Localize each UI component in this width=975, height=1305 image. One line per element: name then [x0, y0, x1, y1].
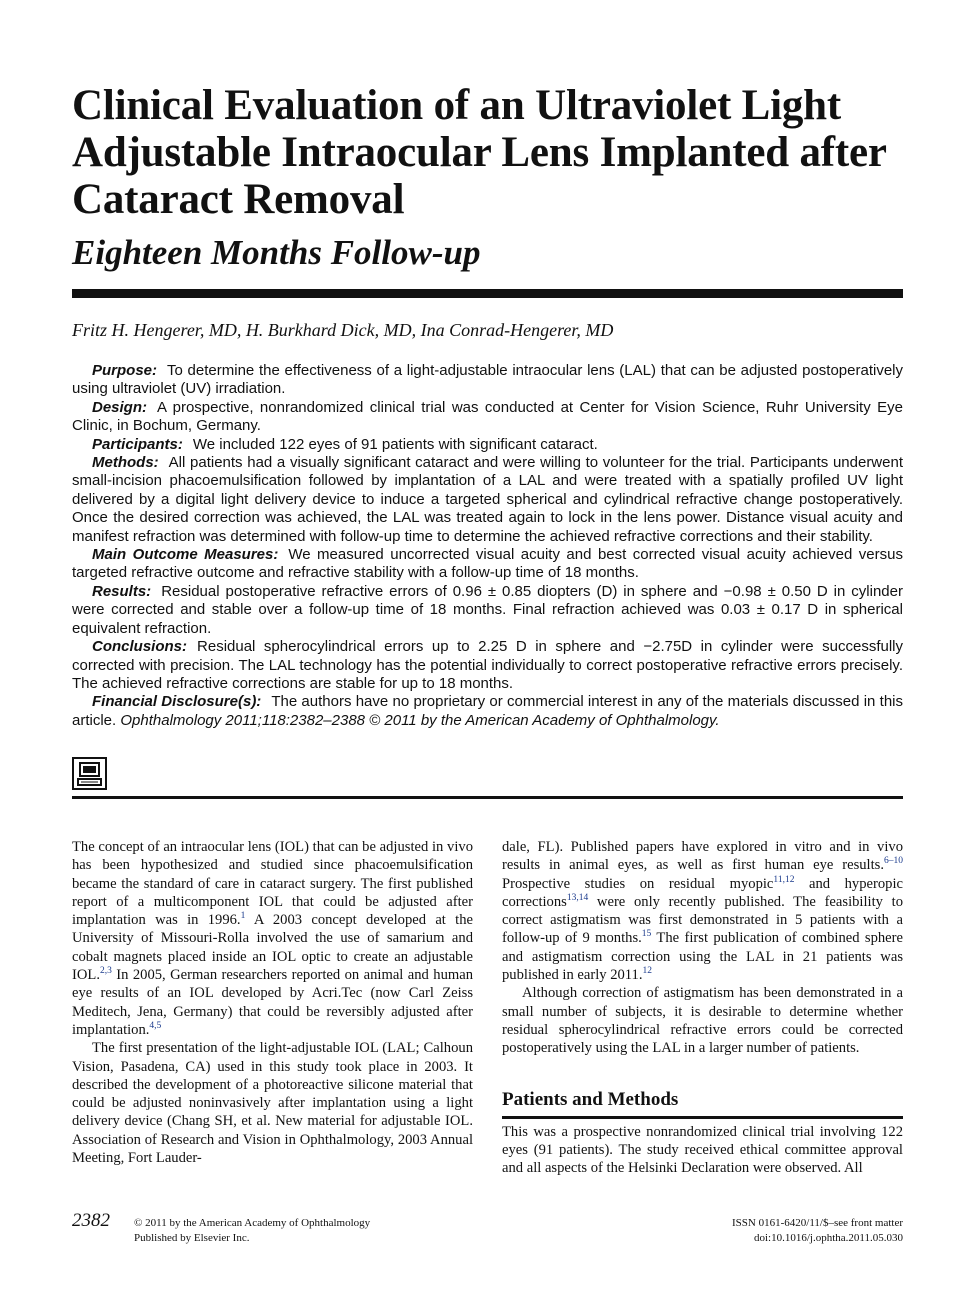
participants-label: Participants: — [92, 435, 183, 453]
methods-label: Methods: — [92, 454, 159, 472]
conclusions-text: Residual spherocylindrical errors up to 2.25 D in sphere and −2.75D in cylinder were successfully corrected with precision. The LAL technology has the potential individually to correct postoperative refractive errors precisely. The achieved refractive corrections are stable for up to 18 months. — [72, 638, 903, 692]
abstract-conclusions — [72, 638, 903, 693]
conclusions-label: Conclusions: — [92, 638, 188, 656]
article-subtitle: Eighteen Months Follow-up — [72, 233, 481, 272]
purpose-label: Purpose: — [92, 362, 158, 379]
abstract-participants — [72, 436, 903, 454]
abstract-results — [72, 583, 903, 638]
reference-link[interactable]: 6–10 — [884, 856, 903, 867]
reference-link[interactable]: 1 — [240, 911, 246, 922]
participants-text: We included 122 eyes of 91 patients with significant cataract. — [192, 435, 598, 453]
body-paragraph: dale, FL). Published papers have explored in vitro and in vivo results in animal eyes, as well as first human eye results.$^{6-10}$ Prospective studies on residual myopic$^{11,12}$ and hyperopic corrections$^{13,14}$ were only recently published. The feasibility to correct astigmatism was first demonstrated in 5 patients with a follow-up of 9 months.$^{15}$ The first publication of combined sphere and astigmatism correction using the LAL in 21 patients was published in early 2011.12 — [502, 839, 903, 984]
purpose-text: To determine the effectiveness of a light-adjustable intraocular lens (LAL) that can be adjusted postoperatively using ultraviolet (UV) irradiation. — [72, 362, 903, 398]
copyright-line: © 2011 by the American Academy of Ophthalmology — [134, 1217, 371, 1229]
reference-link[interactable]: 13,14 — [566, 893, 589, 904]
abstract-outcome — [72, 546, 903, 583]
abstract-methods — [72, 454, 903, 546]
reference-link[interactable]: 4,5 — [149, 1021, 162, 1032]
publisher-line: Published by Elsevier Inc. — [134, 1232, 250, 1244]
article-title: Clinical Evaluation of an Ultraviolet Light Adjustable Intraocular Lens Implanted after Cataract Removal — [72, 82, 887, 223]
computer-icon — [72, 757, 107, 790]
abstract-rule — [72, 796, 903, 799]
authors: Fritz H. Hengerer, MD, H. Burkhard Dick, MD, Ina Conrad-Hengerer, MD — [72, 320, 614, 340]
issn-doi — [732, 1216, 903, 1246]
journal-citation: Ophthalmology 2011;118:2382–2388 © 2011 by the American Academy of Ophthalmology. — [120, 711, 720, 729]
body-left-column — [72, 838, 473, 1167]
outcome-label: Main Outcome Measures: — [92, 546, 279, 564]
title-rule — [72, 289, 903, 298]
abstract — [72, 362, 903, 730]
section-heading: Patients and Methods — [502, 1088, 679, 1110]
design-text: A prospective, nonrandomized clinical trial was conducted at Center for Vision Science, Ruhr University Eye Clinic, in Bochum, Germany. — [72, 398, 903, 435]
doi-link[interactable]: doi:10.1016/j.ophtha.2011.05.030 — [753, 1232, 903, 1244]
body-paragraph: The concept of an intraocular lens (IOL) that can be adjusted in vivo has been hypothesized and studied since phacoemulsification became the standard of care in cataract surgery. The first published report of a multicomponent IOL that could be adjusted after implantation was in 1996.$^1$ A 2003 concept developed at the University of Missouri-Rolla involved the use of samarium and cobalt magnets placed inside an IOL optic to create an adjustable IOL.$^{2,3}$ In 2005, German researchers reported on animal and human eye results of an IOL developed by Acri.Tec (now Carl Zeiss Meditech, Jena, Germany) that could be reversibly adjusted after implantation.$^{4,5}$ — [72, 839, 473, 1038]
results-label: Results: — [92, 582, 152, 600]
methods-text: All patients had a visually significant cataract and were willing to volunteer for the trial. Participants underwent small-incision phacoemulsification followed by implantation of a LAL and were treated with a spatially profiled UV light delivered by a digital light delivery device to induce a targeted spherical and cylindrical refractive change postoperatively. Once the desired correction was achieved, the LAL was treated again to lock in the lens power. Distance visual acuity and manifest refraction was determined with follow-up time to determine the achieved refractive corrections and their stability. — [72, 454, 903, 545]
reference-link[interactable]: 11,12 — [773, 874, 795, 885]
section-rule — [502, 1116, 903, 1119]
reference-link[interactable]: 2,3 — [99, 966, 112, 977]
abstract-disclosure — [72, 693, 903, 730]
body-paragraph: Although correction of astigmatism has been demonstrated in a small number of subjects, it is desirable to determine whether residual spherocylindrical refractive errors could be corrected postoperatively using the LAL in a larger number of patients. — [502, 985, 903, 1057]
design-label: Design: — [92, 398, 148, 416]
copyright-notice — [134, 1216, 370, 1246]
reference-link[interactable]: 15 — [641, 929, 652, 940]
body-right-column — [502, 838, 903, 1177]
reference-link[interactable]: 12 — [642, 966, 653, 977]
outcome-text: We measured uncorrected visual acuity and best corrected visual acuity achieved versus targeted refractive outcome and refractive stability with a follow-up time of 18 months. — [72, 546, 903, 582]
body-paragraph: The first presentation of the light-adjustable IOL (LAL; Calhoun Vision, Pasadena, CA) used in this study took place in 2003. It described the development of a photoreactive silicone material that could be adjusted noninvasively after implantation using a light delivery device (Chang SH, et al. New material for adjustable IOL. Association of Research and Vision in Ophthalmology, 2003 Annual Meeting, Fort Lauder- — [72, 1040, 473, 1167]
abstract-purpose — [72, 362, 903, 399]
abstract-design — [72, 399, 903, 436]
body-paragraph: This was a prospective nonrandomized clinical trial involving 122 eyes (91 patients). The study received ethical committee approval and all aspects of the Helsinki Declaration were observed. All — [502, 1123, 903, 1177]
issn-line: ISSN 0161-6420/11/$–see front matter — [732, 1217, 903, 1229]
results-text: Residual postoperative refractive errors of 0.96 ± 0.85 diopters (D) in sphere and −0.98 ± 0.50 D in cylinder were corrected and stable over a follow-up time of 18 months. Final refraction achieved was 0.03 ± 0.17 D in spherical equivalent refraction. — [72, 582, 903, 637]
page-number: 2382 — [72, 1210, 110, 1231]
disclosure-label: Financial Disclosure(s): — [92, 693, 262, 711]
disclosure-text: The authors have no proprietary or commercial interest in any of the materials discussed in this article. — [72, 693, 903, 729]
